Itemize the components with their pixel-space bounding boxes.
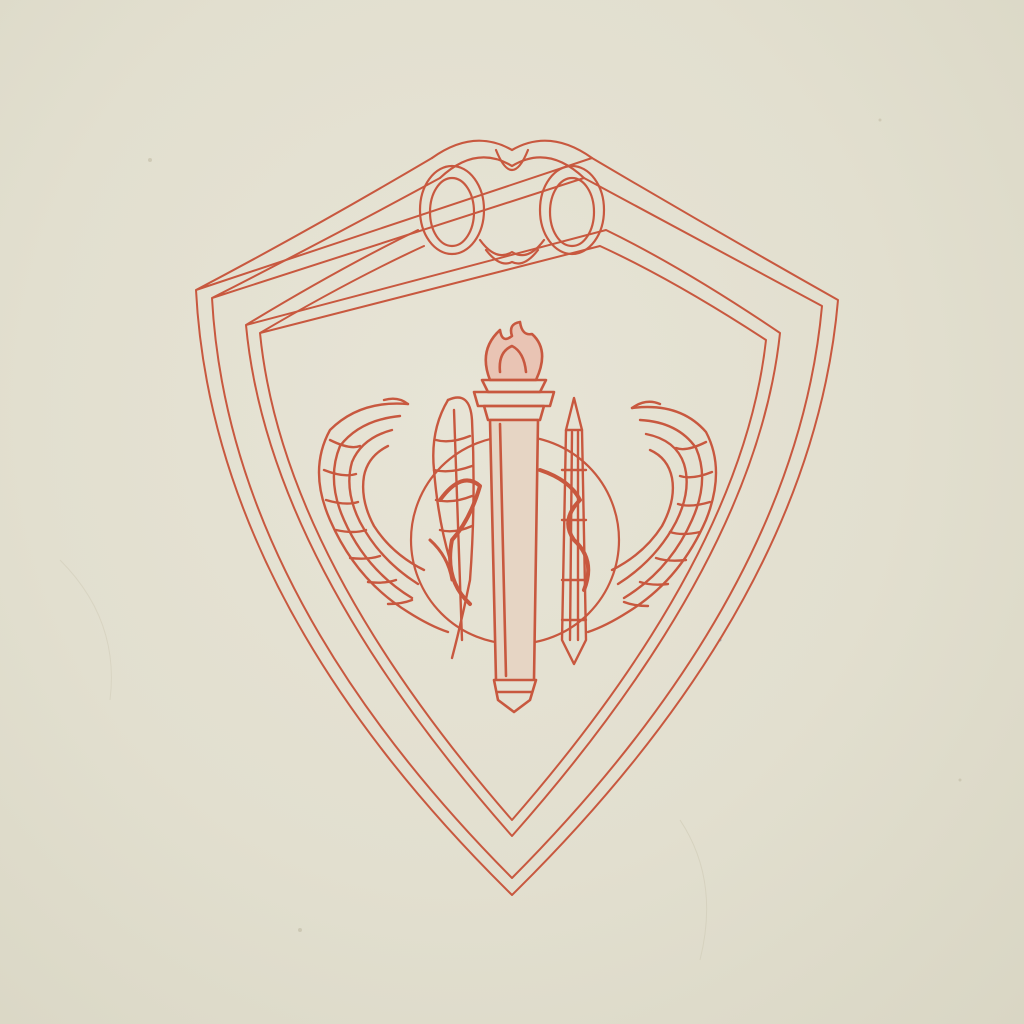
quill xyxy=(433,398,473,659)
right-wing xyxy=(588,402,716,632)
fasces xyxy=(562,398,586,664)
torch xyxy=(474,322,554,712)
